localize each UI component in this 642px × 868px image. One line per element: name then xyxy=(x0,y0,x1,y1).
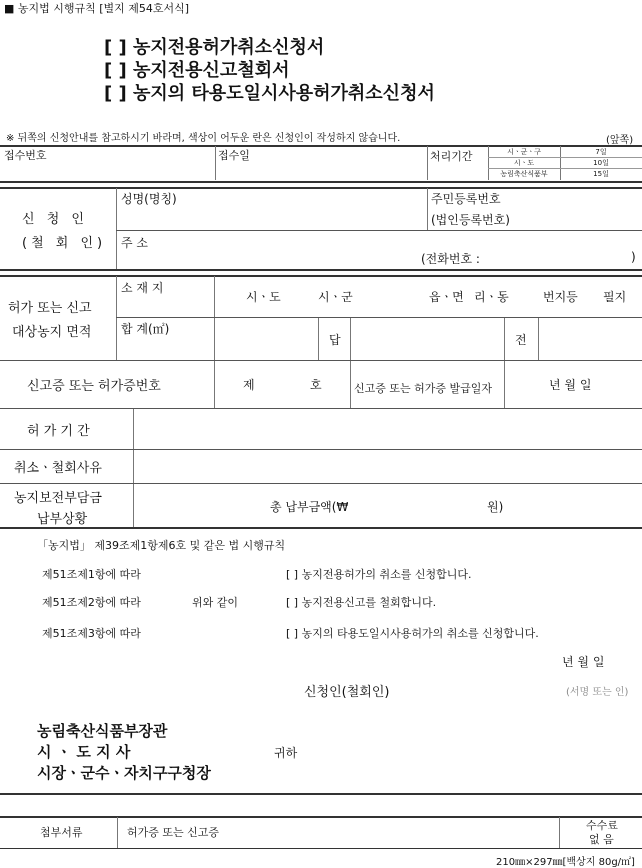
location-sigun: 시ㆍ군 xyxy=(318,290,353,304)
resident-number-label: 주민등록번호 xyxy=(431,192,501,206)
burden-total-label: 총 납부금액(₩ xyxy=(270,500,349,514)
declaration-clause-2: 제51조제2항에 따라 xyxy=(42,596,141,609)
land-section-sublabel: 대상농지 면적 xyxy=(12,325,92,340)
paddy-label: 답 xyxy=(329,333,341,347)
issue-date-units: 년 월 일 xyxy=(549,378,592,392)
corporate-number-label: (법인등록번호) xyxy=(431,213,510,227)
name-label: 성명(명칭) xyxy=(121,192,177,206)
certificate-number-label: 신고증 또는 허가증번호 xyxy=(27,379,161,394)
sign-note: (서명 또는 인) xyxy=(566,687,629,698)
declaration-extra-2: 위와 같이 xyxy=(192,596,239,609)
phone-label: (전화번호 : xyxy=(421,252,480,266)
authority-sido: 시ㆍ도 xyxy=(513,159,535,167)
signer-label: 신청인(철회인) xyxy=(304,685,390,700)
declaration-text-3: [ ] 농지의 타용도일시사용허가의 취소를 신청합니다. xyxy=(286,627,539,640)
law-reference: ■ 농지법 시행규칙 [별지 제54호서식] xyxy=(4,2,190,15)
total-area-label: 합 계(㎡) xyxy=(121,322,170,336)
receipt-date-label: 접수일 xyxy=(218,149,250,162)
burden-label: 농지보전부담금 xyxy=(14,491,102,506)
permit-period-label: 허 가 기 간 xyxy=(27,424,90,439)
declaration-clause-1: 제51조제1항에 따라 xyxy=(42,568,141,581)
processing-period-label: 처리기간 xyxy=(430,150,473,163)
field-label: 전 xyxy=(515,333,527,347)
authority-ministry: 농림축산식품부 xyxy=(500,170,548,178)
page-side-label: (앞쪽) xyxy=(606,135,634,146)
applicant-section-label: 신 청 인 xyxy=(22,212,88,227)
attachments-label: 첨부서류 xyxy=(40,826,83,839)
burden-sublabel: 납부상황 xyxy=(37,512,88,527)
title-report-withdraw: [ ] 농지전용신고철회서 xyxy=(104,60,290,81)
declaration-intro: 「농지법」 제39조제1항제6호 및 같은 법 시행규칙 xyxy=(37,539,286,552)
phone-close: ) xyxy=(631,250,636,264)
issue-date-label: 신고증 또는 허가증 발급일자 xyxy=(354,382,493,395)
location-ridong: 리ㆍ동 xyxy=(474,290,509,304)
title-permit-cancel: [ ] 농지전용허가취소신청서 xyxy=(104,37,325,58)
period-sigungu: 7일 xyxy=(595,148,607,156)
location-lot-number: 번지등 xyxy=(543,290,578,304)
recipient-mayor: 시장ㆍ군수ㆍ자치구구청장 xyxy=(37,764,211,782)
location-eupmyeon: 읍ㆍ면 xyxy=(429,290,464,304)
reason-label: 취소ㆍ철회사유 xyxy=(14,461,102,476)
certificate-prefix: 제 xyxy=(243,378,255,392)
authority-sigungu: 시ㆍ군ㆍ구 xyxy=(507,148,541,156)
fee-value: 없 음 xyxy=(589,833,614,846)
recipient-ministry: 농림축산식품부장관 xyxy=(37,722,168,740)
receipt-number-label: 접수번호 xyxy=(4,149,47,162)
declaration-text-1: [ ] 농지전용허가의 취소를 신청합니다. xyxy=(286,568,472,581)
attachments-value: 허가증 또는 신고증 xyxy=(127,826,220,839)
land-section-label: 허가 또는 신고 xyxy=(8,301,92,316)
instruction-notice: ※ 뒤쪽의 신청안내를 참고하시기 바라며, 색상이 어두운 란은 신청인이 작성하지 않습니다. xyxy=(6,133,401,144)
fee-label: 수수료 xyxy=(586,819,618,832)
declaration-date: 년 월 일 xyxy=(562,655,605,669)
declaration-clause-3: 제51조제3항에 따라 xyxy=(42,627,141,640)
location-parcel: 필지 xyxy=(603,290,627,304)
period-sido: 10일 xyxy=(593,159,609,167)
title-temporary-use-cancel: [ ] 농지의 타용도일시사용허가취소신청서 xyxy=(104,83,435,104)
applicant-section-sublabel: (철 회 인) xyxy=(22,236,107,251)
burden-won-label: 원) xyxy=(487,500,504,514)
declaration-text-2: [ ] 농지전용신고를 철회합니다. xyxy=(286,596,437,609)
address-label: 주 소 xyxy=(121,236,148,250)
location-label: 소 재 지 xyxy=(121,281,164,295)
location-sido: 시ㆍ도 xyxy=(246,290,281,304)
recipient-governor: 시 ㆍ 도 지 사 xyxy=(37,743,131,761)
certificate-suffix: 호 xyxy=(310,378,322,392)
period-ministry: 15일 xyxy=(593,170,609,178)
paper-spec: 210㎜×297㎜[백상지 80g/㎡] xyxy=(496,857,635,868)
honorific: 귀하 xyxy=(274,746,298,760)
